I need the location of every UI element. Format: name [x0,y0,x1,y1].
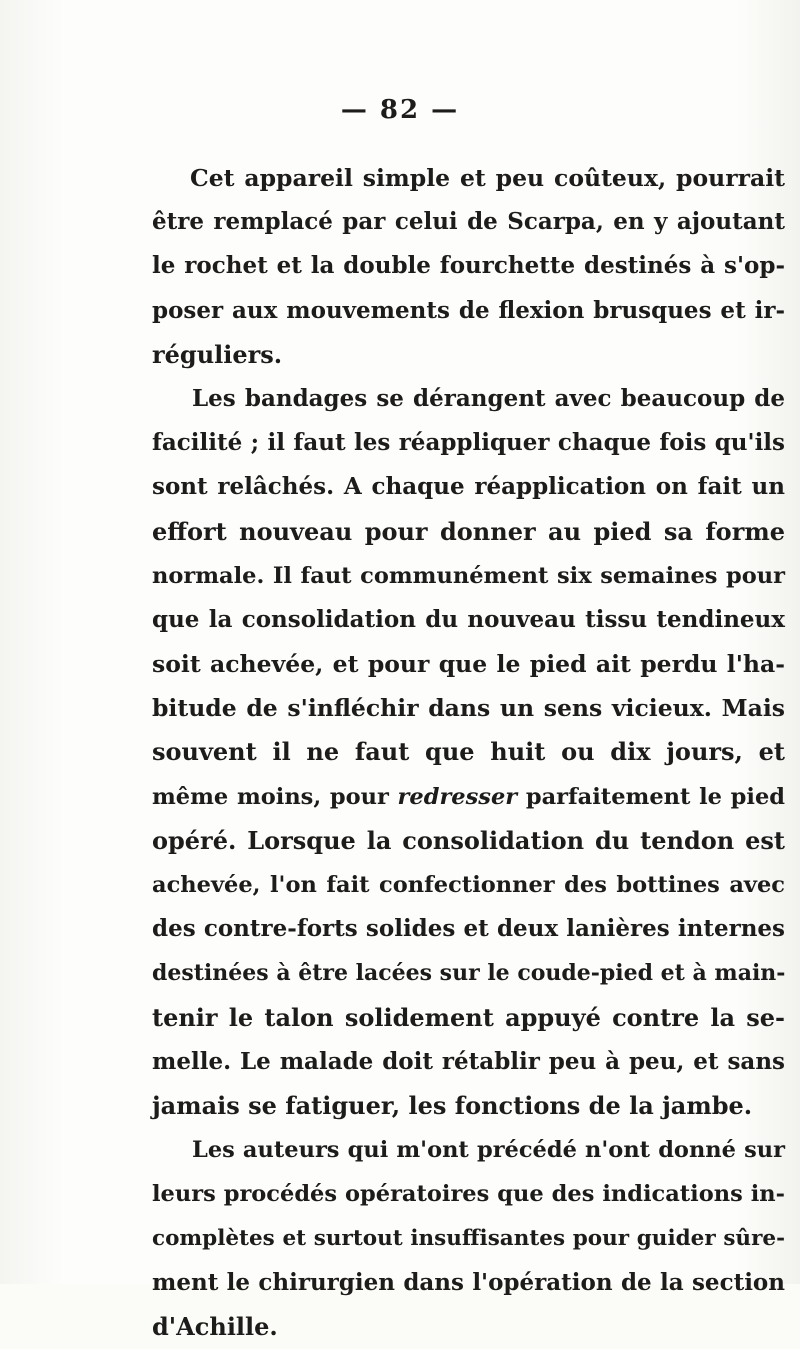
emphasis-word: redresser [397,783,518,810]
body-text [152,156,785,1349]
text-line: Les bandages se dérangent avec beaucoup de [192,384,785,412]
text-line: souvent il ne faut que huit ou dix jours, et [152,737,785,767]
text-line: Cet appareil simple et peu coûteux, pourrait [190,164,785,192]
text-line: opéré. Lorsque la consolidation du tendon est [152,825,785,855]
text-line: le rochet et la double fourchette destinés à s'op- [152,252,785,280]
text-line: normale. Il faut communément six semaines pour [152,562,785,589]
text-line: ment le chirurgien dans l'opération de la section [152,1268,785,1296]
text-line: leurs procédés opératoires que des indications in- [152,1181,785,1208]
text-line: complètes et surtout insuffisantes pour guider sûre- [152,1225,785,1251]
text-line: d'Achille. [152,1311,278,1341]
text-line [152,775,785,819]
text-line: sont relâchés. A chaque réapplication on fait un [152,473,785,501]
text-line: melle. Le malade doit rétablir peu à peu, et sans [152,1047,785,1075]
text-line: que la consolidation du nouveau tissu tendineux [152,605,785,633]
text-line: facilité ; il faut les réappliquer chaque fois qu'ils [152,429,785,457]
text-line: réguliers. [152,339,283,369]
text-line: soit achevée, et pour que le pied ait perdu l'ha- [152,650,785,679]
text-line: des contre-forts solides et deux lanières internes [152,915,785,943]
text-line: Les auteurs qui m'ont précédé n'ont donné sur [192,1137,785,1164]
page-number: — 82 — [340,95,460,125]
text-line: bitude de s'infléchir dans un sens vicieux. Mais [152,694,785,723]
text-line: destinées à être lacées sur le coude-pied et à main- [152,960,786,987]
text-line: être remplacé par celui de Scarpa, en y ajoutant [152,208,785,236]
text-run: même moins, pour [152,783,398,810]
text-line: achevée, l'on fait confectionner des bottines avec [152,872,785,898]
text-line: effort nouveau pour donner au pied sa forme [152,516,785,546]
text-run: parfaitement le pied [517,783,785,810]
text-line: tenir le talon solidement appuyé contre la se- [152,1002,785,1032]
text-line: poser aux mouvements de flexion brusques et ir- [152,296,785,324]
text-line: jamais se fatiguer, les fonctions de la jambe. [152,1090,753,1120]
